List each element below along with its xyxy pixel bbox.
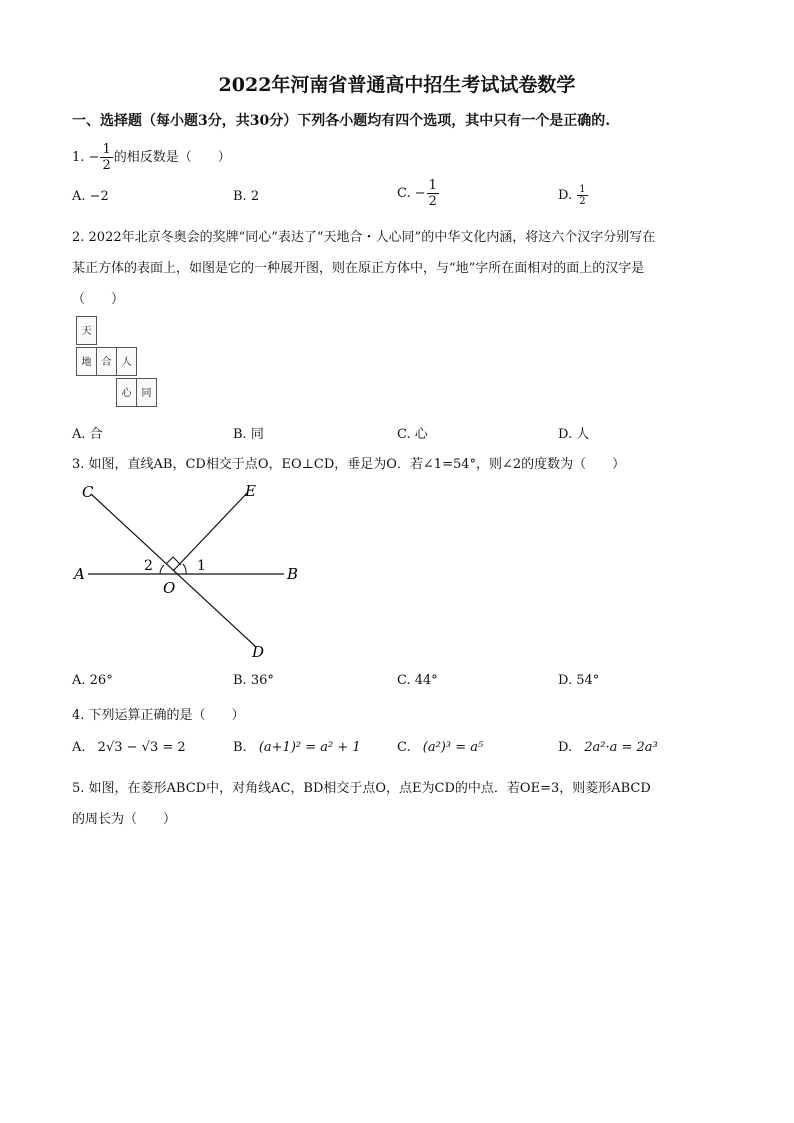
q1-option-d-label: D. xyxy=(558,188,573,203)
angle-1-arc xyxy=(183,564,186,574)
label-a: A xyxy=(74,565,85,583)
q4-option-a-expr: 2√3 − √3 = 2 xyxy=(97,740,186,755)
label-angle-1: 1 xyxy=(197,558,206,574)
question-1 xyxy=(72,142,231,173)
label-d: D xyxy=(252,643,265,661)
net-face-xin: 心 xyxy=(116,378,137,407)
q3-text: 3. 如图，直线AB，CD相交于点O，EO⊥CD，垂足为O．若∠1=54°，则∠2的度数为（ ） xyxy=(72,457,626,472)
net-face-he: 合 xyxy=(96,347,117,376)
q4-option-b-expr: (a+1)² = a² + 1 xyxy=(258,740,361,755)
q2-line-2: 某正方体的表面上，如图是它的一种展开图，则在原正方体中，与“地”字所在面相对的面上的汉字是 xyxy=(72,261,645,276)
q5-line-1: 5. 如图，在菱形ABCD中，对角线AC，BD相交于点O，点E为CD的中点．若OE=3，则菱形ABCD xyxy=(72,781,651,796)
q4-option-a-label: A. xyxy=(72,740,86,755)
q4-option-d xyxy=(558,740,658,755)
angle-2-arc xyxy=(160,565,164,574)
q4-option-b-label: B. xyxy=(233,740,247,755)
line-cd xyxy=(91,494,255,646)
q1-option-a: A. −2 xyxy=(72,189,109,204)
q1-option-d-den: 2 xyxy=(579,196,586,207)
q1-option-d-num: 1 xyxy=(579,184,586,195)
q1-prefix: 1. xyxy=(72,150,85,165)
label-o: O xyxy=(163,579,176,597)
q4-option-c xyxy=(397,740,483,755)
net-face-di: 地 xyxy=(76,347,97,376)
q1-fraction xyxy=(100,142,112,173)
q4-option-c-label: C. xyxy=(397,740,411,755)
net-face-tong: 同 xyxy=(136,378,157,407)
q3-geometry-figure xyxy=(70,476,310,666)
section-heading: 一、选择题（每小题3分，共30分）下列各小题均有四个选项，其中只有一个是正确的. xyxy=(72,113,611,129)
q2-line-3: （ ） xyxy=(72,292,125,307)
q3-option-d: D. 54° xyxy=(558,673,600,688)
net-face-ren: 人 xyxy=(116,347,137,376)
q2-option-b: B. 同 xyxy=(233,427,264,442)
right-angle-mark xyxy=(166,557,181,565)
q4-option-b xyxy=(233,740,361,755)
q2-line-1: 2. 2022年北京冬奥会的奖牌“同心”表达了“天地合・人心同”的中华文化内涵，将这六个汉字分别写在 xyxy=(72,230,656,245)
net-face-tian: 天 xyxy=(76,316,97,345)
q1-option-c-den: 2 xyxy=(428,194,437,209)
q4-option-a xyxy=(72,740,186,755)
q1-suffix: 的相反数是（ ） xyxy=(113,150,231,165)
q3-option-a: A. 26° xyxy=(72,673,113,688)
q3-option-c: C. 44° xyxy=(397,673,438,688)
label-angle-2: 2 xyxy=(144,558,153,574)
label-b: B xyxy=(287,565,299,583)
q4-option-d-expr: 2a²·a = 2a³ xyxy=(584,740,658,755)
q3-option-b: B. 36° xyxy=(233,673,274,688)
q4-option-d-label: D. xyxy=(558,740,573,755)
q1-option-c-label: C. − xyxy=(397,186,426,201)
q4-text: 4. 下列运算正确的是（ ） xyxy=(72,708,245,723)
label-e: E xyxy=(245,482,256,500)
q1-minus: − xyxy=(88,150,100,165)
q1-option-c xyxy=(397,178,440,209)
ray-oe xyxy=(173,492,248,571)
q5-line-2: 的周长为（ ） xyxy=(72,812,177,827)
q4-option-c-expr: (a²)³ = a⁵ xyxy=(422,740,484,755)
q2-option-a: A. 合 xyxy=(72,427,103,442)
q1-denominator: 2 xyxy=(102,158,111,173)
label-c: C xyxy=(82,483,94,501)
q1-option-c-num: 1 xyxy=(428,178,437,193)
q1-option-c-fraction xyxy=(427,178,439,209)
cube-net-figure xyxy=(74,316,164,408)
q2-option-c: C. 心 xyxy=(397,427,428,442)
q1-option-d xyxy=(558,184,589,207)
page-title: 2022年河南省普通高中招生考试试卷数学 xyxy=(218,74,576,96)
q1-numerator: 1 xyxy=(102,142,111,157)
q2-option-d: D. 人 xyxy=(558,427,590,442)
q1-option-d-fraction xyxy=(577,184,587,207)
q1-option-b: B. 2 xyxy=(233,189,260,204)
